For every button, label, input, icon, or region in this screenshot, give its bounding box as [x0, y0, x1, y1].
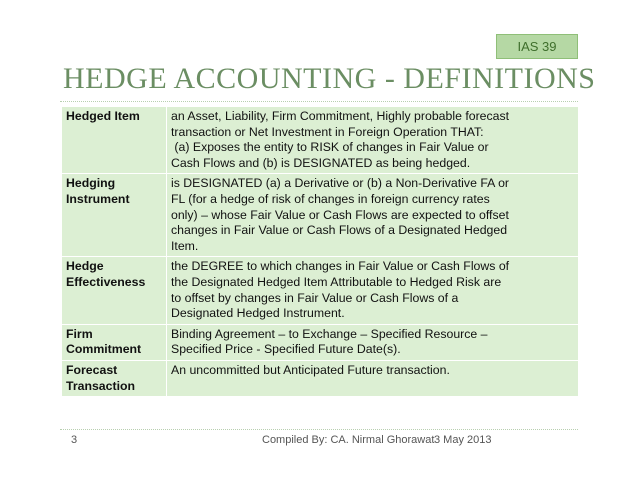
- term-label: Hedging: [66, 176, 116, 191]
- definition-line: Designated Hedged Instrument.: [171, 306, 345, 321]
- definition-line: FL (for a hedge of risk of changes in foreign currency rates: [171, 191, 490, 206]
- definition-cell: [167, 174, 579, 257]
- slide-number: 3: [71, 434, 78, 446]
- definition-line: Cash Flows and (b) is DESIGNATED as being hedged.: [171, 155, 471, 170]
- table-row: [62, 360, 579, 396]
- definition-line: the Designated Hedged Item Attributable to Hedged Risk are: [171, 274, 502, 289]
- definition-line: Item.: [171, 238, 199, 253]
- top-divider: [60, 101, 578, 102]
- definition-line: An uncommitted but Anticipated Future transaction.: [171, 362, 450, 377]
- term-label: Transaction: [66, 378, 136, 393]
- table-row: [62, 174, 579, 257]
- bottom-divider: [60, 429, 578, 430]
- definition-cell: [167, 107, 579, 174]
- term-cell: [62, 360, 167, 396]
- definition-line: is DESIGNATED (a) a Derivative or (b) a Non-Derivative FA or: [171, 176, 510, 191]
- table-row: [62, 324, 579, 360]
- term-cell: [62, 324, 167, 360]
- term-label: Firm: [66, 326, 93, 341]
- term-cell: [62, 107, 167, 174]
- standard-badge: IAS 39: [496, 34, 578, 59]
- definition-line: (a) Exposes the entity to RISK of changes in Fair Value or: [171, 140, 489, 155]
- definition-line: an Asset, Liability, Firm Commitment, Highly probable forecast: [171, 109, 510, 123]
- definition-line: the DEGREE to which changes in Fair Value or Cash Flows of: [171, 259, 510, 274]
- term-label: Hedged Item: [66, 109, 140, 123]
- term-cell: [62, 174, 167, 257]
- term-label: Commitment: [66, 342, 142, 357]
- definitions-table: [61, 106, 579, 397]
- footer-credit: Compiled By: CA. Nirmal Ghorawat: [262, 434, 435, 446]
- table-row: [62, 107, 579, 174]
- definition-line: Binding Agreement – to Exchange – Specified Resource –: [171, 326, 488, 341]
- definition-line: only) – whose Fair Value or Cash Flows are expected to offset: [171, 207, 509, 222]
- term-label: Instrument: [66, 191, 130, 206]
- table-row: [62, 257, 579, 324]
- footer-date: 3 May 2013: [434, 434, 492, 446]
- page-title: HEDGE ACCOUNTING - DEFINITIONS: [63, 62, 596, 95]
- term-label: Effectiveness: [66, 274, 146, 289]
- definition-line: to offset by changes in Fair Value or Cash Flows of a: [171, 290, 459, 305]
- term-label: Hedge: [66, 259, 104, 274]
- term-cell: [62, 257, 167, 324]
- definition-cell: [167, 360, 579, 396]
- definition-line: Specified Price - Specified Future Date(s).: [171, 342, 401, 357]
- definition-line: transaction or Net Investment in Foreign Operation THAT:: [171, 124, 484, 139]
- term-label: Forecast: [66, 362, 118, 377]
- definition-cell: [167, 257, 579, 324]
- definition-cell: [167, 324, 579, 360]
- definition-line: changes in Fair Value or Cash Flows of a Designated Hedged: [171, 223, 508, 238]
